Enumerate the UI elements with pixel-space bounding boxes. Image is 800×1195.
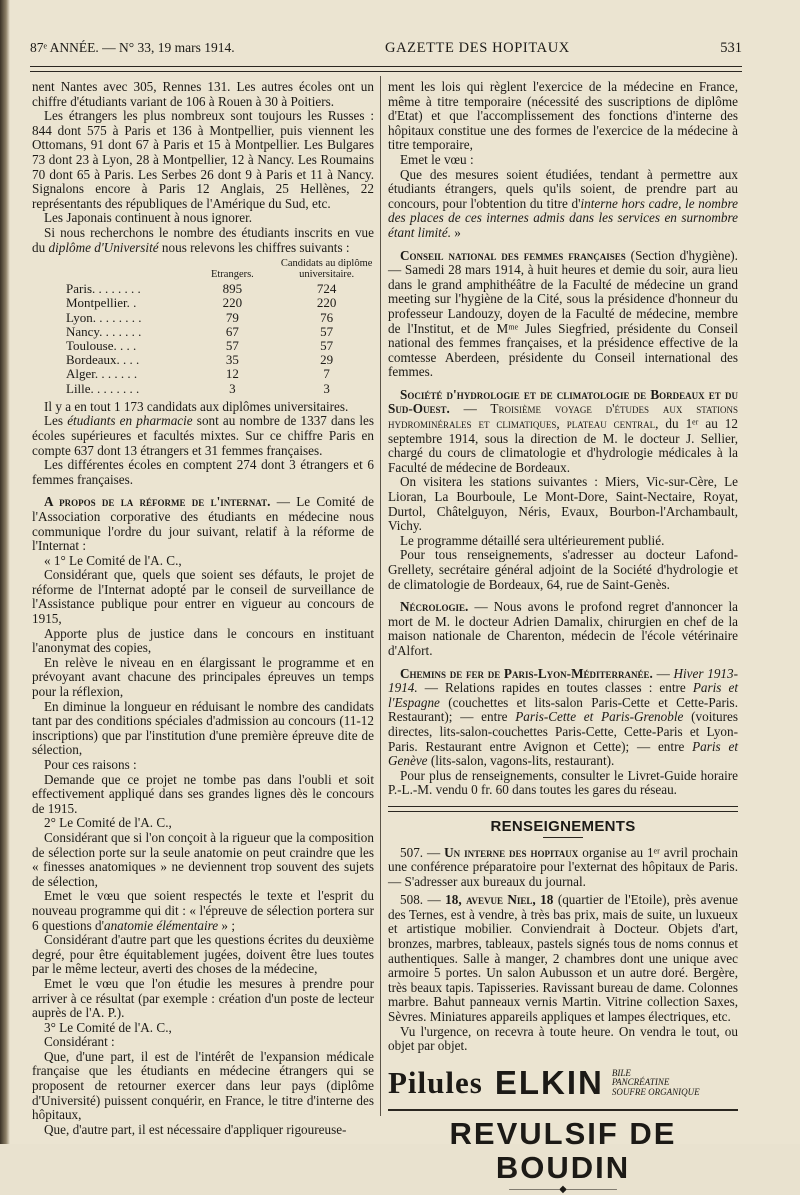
ad-ingredients: BILE PANCRÉATINE SOUFRE ORGANIQUE xyxy=(611,1067,700,1097)
ad-pilules-elkin xyxy=(388,1060,738,1106)
table-row: Alger. . . . . . . 12 7 xyxy=(66,366,330,382)
ad-elkin-text: ELKIN xyxy=(494,1063,604,1101)
paragraph: Si nous recherchons le nombre des étudiants inscrits en vue du diplôme d'Université nous relevons les chiffres suivants : xyxy=(32,224,374,255)
paragraph: Que, d'une part, il est de l'intérêt de l'expansion médicale française que les étudiants en médecine étrangers qui se proposent de retourner exercer dans leur pays (diplôme d'Université) puissent conquérir, en France, le titre d'interne des hôpitaux, xyxy=(32,1048,374,1123)
paragraph: Pour plus de renseignements, consulter le Livret-Guide horaire P.-L.-M. vendu 0 fr. 60 dans toutes les gares du réseau. xyxy=(388,767,738,798)
header-rule xyxy=(30,66,742,72)
ad-rule xyxy=(388,1109,738,1111)
right-column xyxy=(388,80,738,1195)
paragraph: Considérant : xyxy=(44,1034,115,1050)
heading-rule xyxy=(543,837,583,838)
paragraph: Considérant que, quels que soient ses défauts, le projet de réforme de l'Internat adopté par le conseil de surveillance de l'Assistance publique pour entrer en vigueur au concours de 1915, xyxy=(32,567,374,627)
table-row: Lille. . . . . . . . 3 3 xyxy=(66,380,330,396)
issue-info: 87ᵉ ANNÉE. — N° 33, 19 mars 1914. xyxy=(30,40,235,55)
paragraph: Emet le vœu que l'on étudie les mesures à prendre pour arriver à ce résultat (par exemple : création d'un poste de lecteur auprès de l'A. P.). xyxy=(32,975,374,1021)
paragraph: Les Japonais continuent à nous ignorer. xyxy=(44,210,253,226)
ornament-icon: —————◆————— xyxy=(509,1183,617,1195)
article-societe-hydrologie: Société d'hydrologie et de climatologie de Bordeaux et du Sud-Ouest. — Troisième voyage d'études aux stations hydrominérales et climatiques, plateau central, du 1ᵉʳ au 12 septembre 1914, sous la direction de M. le docteur J. Sellier, chargé du cours de climatologie et d'hydrologie médicales à la Faculté de médecine de Bordeaux. xyxy=(388,386,738,475)
left-column xyxy=(32,80,374,1137)
paragraph: Les étrangers les plus nombreux sont toujours les Russes : 844 dont 575 à Paris et 136 à Montpellier, puis viennent les Ottomans, 91 dont 67 à Paris et 15 à Montpellier. Les Bulgares 73 dont 23 à Lyon, 28 à Montpellier, 12 à Nancy. Les Roumains 70 dont 65 à Paris. Les Serbes 26 dont 9 à Paris et 11 à Nancy. Signalons encore à Paris 12 Anglais, 25 Hellènes, 22 représentants des républiques de l'Amérique du Sud, etc. xyxy=(32,108,374,211)
column-divider xyxy=(380,76,381,1116)
students-table xyxy=(62,257,374,396)
ad-revulsif-boudin: REVULSIF DE BOUDIN xyxy=(449,1115,677,1185)
paragraph: Il y a en tout 1 173 candidats aux diplômes universitaires. xyxy=(44,398,349,414)
paragraph: Vu l'urgence, on recevra à toute heure. On vendra le tout, ou objet par objet. xyxy=(388,1023,738,1054)
paragraph: En relève le niveau en en élargissant le programme et en prévoyant avant chacune des principales épreuves un temps pour la réflexion, xyxy=(32,654,374,700)
article-necrologie: Nécrologie. — Nous avons le profond regret d'annoncer la mort de M. le docteur Adrien Damalix, chirurgien en chef de la maison nationale de Charenton, médecin de l'école vétérinaire d'Alfort. xyxy=(388,599,738,658)
table-row: Lyon. . . . . . . . 79 76 xyxy=(66,309,334,325)
paragraph: Emet le vœu : xyxy=(400,151,474,167)
paragraph: Considérant que si l'on conçoit à la rigueur que la composition de sélection porte sur la seule anatomie on peut craindre que les « finesses anatomiques » ne deviennent trop souvent des sujets de sélection, xyxy=(32,829,374,889)
section-heading: Conseil national des femmes françaises xyxy=(400,247,626,263)
paragraph: 3° Le Comité de l'A. C., xyxy=(44,1019,172,1035)
paragraph: Pour tous renseignements, s'adresser au docteur Lafond-Grellety, secrétaire général adjoint de la Société d'hydrologie et de climatologie de Bordeaux, 64, rue de Saint-Genès. xyxy=(388,547,738,592)
paragraph: Que, d'autre part, il est nécessaire d'appliquer rigoureuse- xyxy=(44,1121,347,1137)
paragraph: 2° Le Comité de l'A. C., xyxy=(44,815,172,831)
paragraph: nent Nantes avec 305, Rennes 131. Les autres écoles ont un chiffre d'étudiants variant de 106 à Rouen à 30 à Poitiers. xyxy=(32,79,374,109)
section-heading: A propos de la réforme de l'internat. xyxy=(44,494,271,510)
renseignements-heading: RENSEIGNEMENTS xyxy=(490,817,636,835)
section-rule xyxy=(388,806,738,812)
paragraph: Demande que ce projet ne tombe pas dans l'oubli et soit effectivement appliqué dans ses grandes lignes dès le concours de 1915. xyxy=(32,771,374,816)
paragraph: On visitera les stations suivantes : Miers, Vic-sur-Cère, Le Lioran, La Bourboule, Le Mont-Dore, Saint-Nectaire, Royat, Durtol, Châtelguyon, Néris, Evaux, Bourbon-l'Archambault, Vichy. xyxy=(388,474,738,534)
table-header: Etrangers. xyxy=(210,269,254,281)
paragraph: Apporte plus de justice dans le concours en instituant l'anonymat des copies, xyxy=(32,625,374,656)
table-header: Candidats au diplôme universitaire. xyxy=(280,258,373,281)
binding-edge xyxy=(0,0,10,1144)
paragraph: Les étudiants en pharmacie sont au nombre de 1337 dans les écoles supérieures et facultés mixtes. Sur ce chiffre Paris en compte 637 dont 13 étrangers et 31 femmes françaises. xyxy=(32,413,375,458)
classified-507: 507. — Un interne des hopitaux organise au 1ᵉʳ avril prochain une conférence préparatoire pour l'externat des hôpitaux de Paris. — S'adresser aux bureaux du journal. xyxy=(388,844,738,889)
paragraph: « 1° Le Comité de l'A. C., xyxy=(44,552,182,568)
article-internat: A propos de la réforme de l'internat. — Le Comité de l'Association corporative des étudiants en médecine nous communique l'ordre du jour suivant, relatif à la réforme de l'Internat : xyxy=(32,494,374,554)
table-row: Toulouse. . . . 57 57 xyxy=(66,337,334,353)
table-row: Nancy. . . . . . . 67 57 xyxy=(66,323,334,339)
article-plm: Chemins de fer de Paris-Lyon-Méditerranée. — Hiver 1913-1914. — Relations rapides en toutes classes : entre Paris et l'Espagne (couchettes et lits-salon Paris-Cette et Cette-Paris. Restaurant); — entre Paris-Cette et Paris-Grenoble (voitures directes, lits-salon-couchettes Paris-Cette, Cette-Paris et Lyon-Paris. Restaurant entre Avignon et Cette); — entre Paris et Genève (lits-salon, vagons-lits, restaurant). xyxy=(388,665,739,769)
ad-pilules-text: Pilules xyxy=(388,1064,483,1100)
article-conseil-femmes: Conseil national des femmes françaises (Section d'hygiène). — Samedi 28 mars 1914, à huit heures et demie du soir, aura lieu dans le grand amphithéâtre de la Faculté de médecine un grand meeting sur l'hygiène de la Cité, sous la présidence d'honneur du professeur Landouzy, doyen de la Faculté de médecine, membre de l'Institut, et de Mᵐᵉ Jules Siegfried, présidente du Conseil national des femmes françaises, et la présidence effective de la comtesse Aberdeen, présidente du Conseil international des femmes. xyxy=(388,247,738,380)
section-heading: Chemins de fer de Paris-Lyon-Méditerranée. xyxy=(400,665,653,681)
paragraph: Le programme détaillé sera ultérieurement publié. xyxy=(400,532,665,548)
paragraph: Pour ces raisons : xyxy=(44,757,137,772)
journal-title: GAZETTE DES HOPITAUX xyxy=(385,40,570,56)
section-heading: Société d'hydrologie et de climatologie de Bordeaux et du Sud-Ouest. xyxy=(388,386,738,417)
paragraph: Que des mesures soient étudiées, tendant à permettre aux étudiants étrangers, quels qu'ils soient, de prendre part au concours, pour l'obtention du titre d'interne hors cadre, le nombre des places de ces internes admis dans les services en surnombre étant limité. » xyxy=(388,166,738,240)
table-row: Paris. . . . . . . . 895 724 xyxy=(66,281,337,297)
table-row: Bordeaux. . . . 35 29 xyxy=(66,352,334,368)
paragraph: Les différentes écoles en comptent 274 dont 3 étrangers et 6 femmes françaises. xyxy=(32,457,374,487)
paragraph: ment les lois qui règlent l'exercice de la médecine en France, même à titre temporaire (nécessité des suscriptions de diplôme d'Etat) et que l'accomplissement des fonctions d'interne des hôpitaux constitue une des formes de l'exercice de la médecine à titre temporaire, xyxy=(388,79,738,153)
classified-508: 508. — 18, avevue Niel, 18 (quartier de l'Etoile), près avenue des Ternes, est à vendre, à très bas prix, mais de suite, un luxueux et artistique mobilier. Conviendrait à Docteur. Objets d'art, bronzes, marbres, tableaux, pastels signés tous de noms connus et authentiques. Salle à manger, 2 chambres dont une unique avec armoire 5 portes. Un salon Aubusson et un autre doré. Bergère, très beaux tapis. Tapisseries. Ravissant bureau de dame. Colonnes marbre. Bahut panneaux vernis Martin. Vitrine collection Saxes, Sèvres. Miniatures appareils appliques et lampes électriques, etc. xyxy=(388,892,738,1025)
table-row: Montpellier. . 220 220 xyxy=(66,295,337,311)
page-header xyxy=(30,40,742,62)
paragraph: Emet le vœu que soient respectés le texte et l'esprit du nouveau programme qui dit : « l'épreuve de sélection portera sur 6 questions d'anatomie élémentaire » ; xyxy=(32,888,374,933)
section-heading: Nécrologie. xyxy=(400,599,469,615)
paragraph: Considérant d'autre part que les questions écrites du deuxième degré, pour être équitablement jugées, doivent être lues toutes par le même lecteur, averti des choses de la médecine, xyxy=(32,932,374,977)
paragraph: En diminue la longueur en réduisant le nombre des candidats tant par des conditions spéciales d'admission au concours (11-12 inscriptions) que par l'institution d'une première épreuve dite de sélection, xyxy=(32,698,374,758)
page-number: 531 xyxy=(720,40,742,56)
